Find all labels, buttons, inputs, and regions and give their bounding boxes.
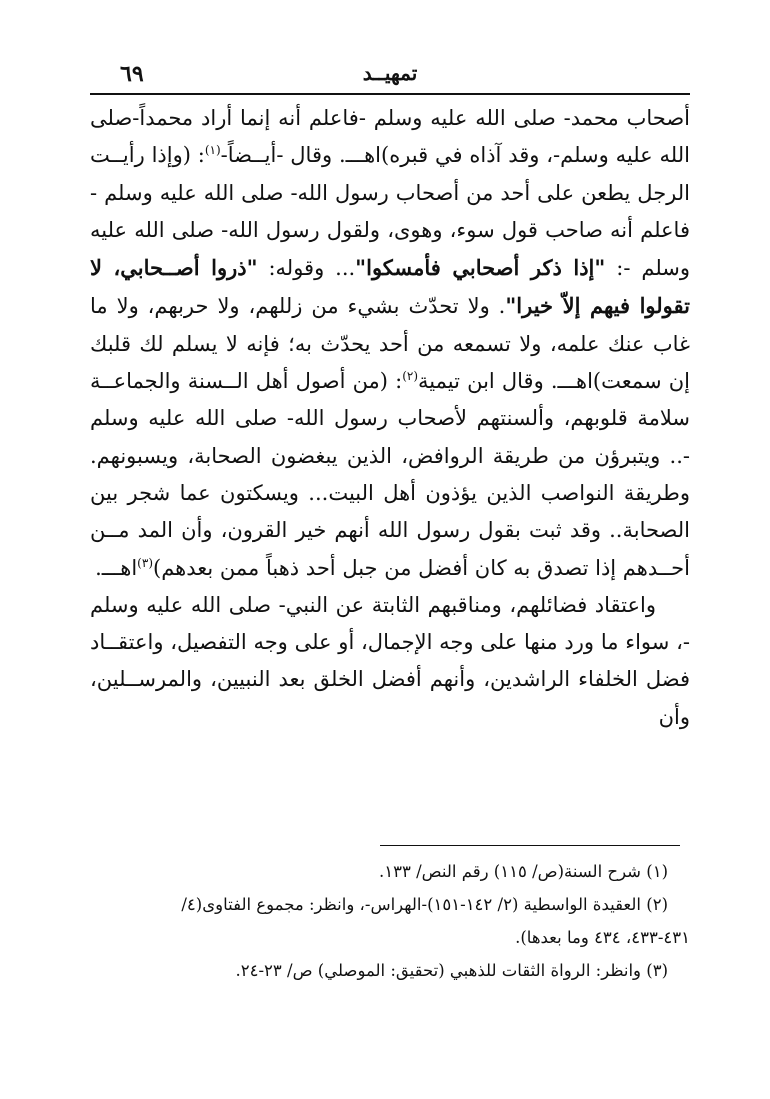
footnote-ref-1: (١)	[204, 143, 221, 158]
footnotes	[90, 855, 690, 987]
paragraph-1-part-d: . ولا تحدّث بشيء من زللهم، ولا حربهم، ولا ما غاب عنك علمه، ولا تسمعه من أحد يحدّث به؛ فإنه لا يسلم لك قلبك إن سمعت)اهـــ. وقال ابن تيمية	[90, 294, 690, 394]
hadith-quote-1: "إذا ذكر أصحابي فأمسكوا"	[355, 255, 606, 281]
body-text	[90, 100, 690, 736]
page-number: ٦٩	[120, 61, 144, 87]
hadith-quote-2: "ذروا أصــحابي، لا تقولوا فيهم إلاّ خيرا"	[90, 255, 690, 319]
footnote-ref-2: (٢)	[402, 369, 419, 384]
footnote-ref-3: (٣)	[137, 555, 153, 570]
paragraph-1-part-e: : (من أصول أهل الــسنة والجماعــة سلامة قلوبهم، وألسنتهم لأصحاب رسول الله- صلى الله عليه وسلم -.. ويتبرؤن من طريقة الروافض، الذين يبغضون الصحابة، ويسبونهم. وطريقة النواصب الذين يؤذون أهل البيت... ويسكتون عما شجر بين الصحابة.. وقد ثبت بقول رسول الله أنهم خير القرون، وأن المد مــن أحــدهم إذا تصدق به كان أفضل من جبل أحد ذهباً ممن بعدهم)	[90, 369, 690, 580]
footnote-rule	[380, 845, 680, 846]
footnote-1: (١) شرح السنة(ص/ ١١٥) رقم النص/ ١٣٣.	[379, 862, 668, 881]
paragraph-2: واعتقاد فضائلهم، ومناقبهم الثابتة عن النبي- صلى الله عليه وسلم -، سواء ما ورد منها على وجه الإجمال، أو على وجه التفصيل، واعتقــاد فضل الخلفاء الراشدين، وأنهم أفضل الخلق بعد النبيين، والمرســلين، وأن	[90, 592, 690, 729]
paragraph-1-part-a: أصحاب محمد- صلى الله عليه وسلم -فاعلم أنه إنما أراد محمداً-صلى الله عليه وسلم-، وقد آذاه في قبره)اهـــ. وقال -أيــضاً-	[90, 106, 690, 168]
footnote-2: (٢) العقيدة الواسطية (٢/ ١٤٢-١٥١)-الهراس-، وانظر: مجموع الفتاوى(٤/	[181, 895, 668, 914]
paragraph-1-part-b: : (وإذا رأيــت الرجل يطعن على أحد من أصحاب رسول الله- صلى الله عليه وسلم - فاعلم أنه صاحب قول سوء، وهوى، ولقول رسول الله- صلى الله عليه وسلم -:	[90, 143, 691, 281]
paragraph-1-part-c: ... وقوله:	[257, 256, 356, 281]
header-rule	[90, 93, 690, 95]
footnote-2-continuation: ٤٣١-٤٣٣، ٤٣٤ وما بعدها).	[515, 928, 690, 947]
footnote-3: (٣) وانظر: الرواة الثقات للذهبي (تحقيق: الموصلي) ص/ ٢٣-٢٤.	[235, 961, 668, 980]
paragraph-1	[90, 100, 690, 587]
paragraph-1-part-f: اهـــ.	[95, 555, 138, 580]
page-header	[90, 55, 690, 95]
running-title: تمهيــد	[362, 61, 418, 85]
